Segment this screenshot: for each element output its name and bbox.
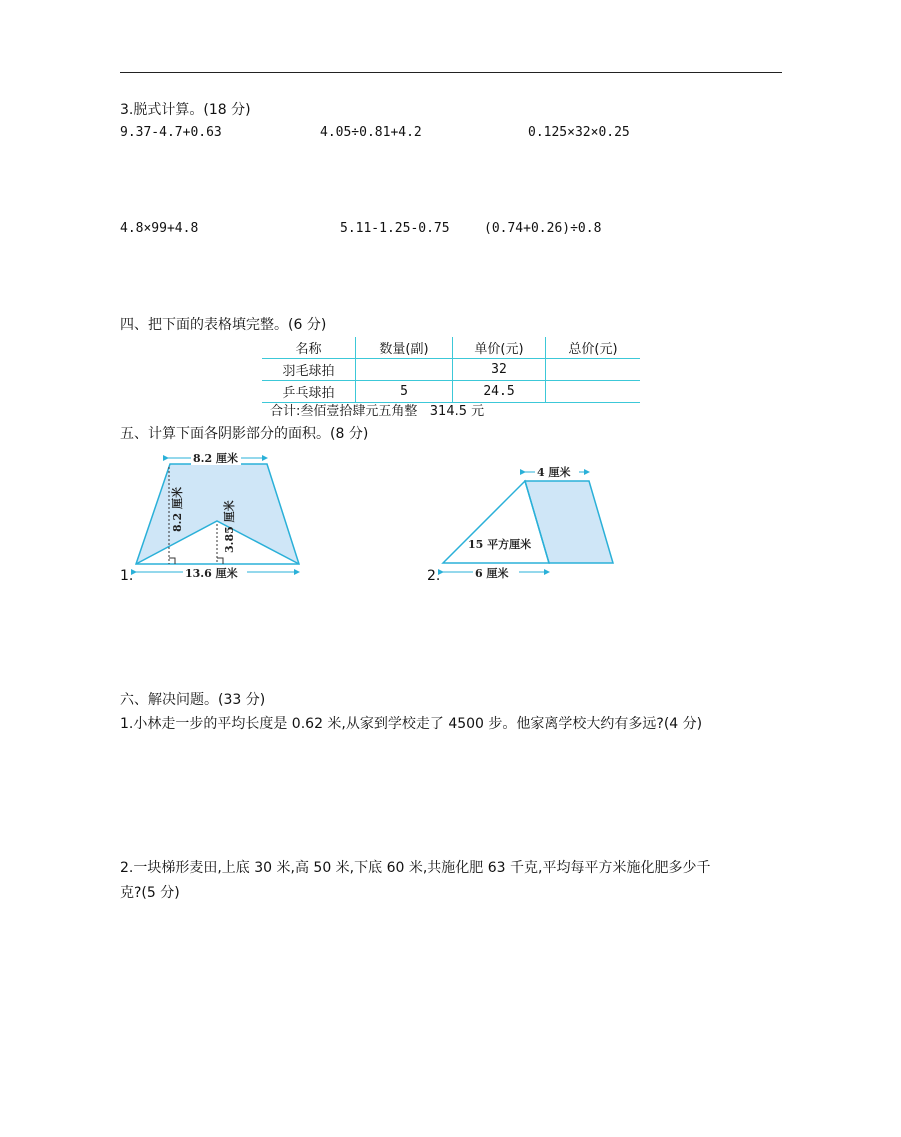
section3-title: 3.脱式计算。(18 分) (120, 102, 251, 118)
right-angle-mark (169, 558, 223, 564)
fig1-bottom-label: 13.6 厘米 (185, 567, 238, 580)
table-cell: 羽毛球拍 (262, 359, 356, 381)
section5-title: 五、计算下面各阴影部分的面积。(8 分) (120, 426, 369, 442)
expression: 4.05÷0.81+4.2 (320, 125, 422, 140)
table-cell: 24.5 (453, 381, 546, 403)
header-cell: 名称 (262, 337, 356, 359)
fig2-parallelogram-shaded (525, 481, 613, 563)
header-cell: 数量(副) (356, 337, 453, 359)
fig2-bottom-label: 6 厘米 (475, 567, 509, 580)
section4-title: 四、把下面的表格填完整。(6 分) (120, 317, 327, 333)
question-2: 2.一块梯形麦田,上底 30 米,高 50 米,下底 60 米,共施化肥 63 千克,平均每平方米施化肥多少千 (120, 860, 711, 876)
table-cell: 乒乓球拍 (262, 381, 356, 403)
expression: 5.11-1.25-0.75 (340, 221, 450, 236)
fig1-inner-height-label: 3.85 厘米 (223, 500, 236, 553)
question-2-continued: 克?(5 分) (120, 885, 180, 901)
section6-title: 六、解决问题。(33 分) (120, 692, 266, 708)
header-cell: 总价(元) (546, 337, 641, 359)
expression: 4.8×99+4.8 (120, 221, 199, 236)
table-total: 合计:叁佰壹拾肆元五角整 314.5 元 (270, 404, 485, 419)
fig2-top-label: 4 厘米 (537, 466, 571, 479)
expression: 9.37-4.7+0.63 (120, 125, 222, 140)
table-cell: 32 (453, 359, 546, 381)
fig2-area-label: 15 平方厘米 (468, 538, 532, 551)
fig2-number: 2. (427, 568, 441, 584)
expression: (0.74+0.26)÷0.8 (484, 221, 602, 236)
fig1-number: 1. (120, 568, 134, 584)
question-1: 1.小林走一步的平均长度是 0.62 米,从家到学校走了 4500 步。他家离学校大约有多远?(4 分) (120, 716, 703, 732)
table-cell: 5 (356, 381, 453, 403)
fig1-height-label: 8.2 厘米 (171, 487, 184, 532)
expression: 0.125×32×0.25 (528, 125, 630, 140)
header-cell: 单价(元) (453, 337, 546, 359)
fig1-top-label: 8.2 厘米 (193, 452, 238, 465)
